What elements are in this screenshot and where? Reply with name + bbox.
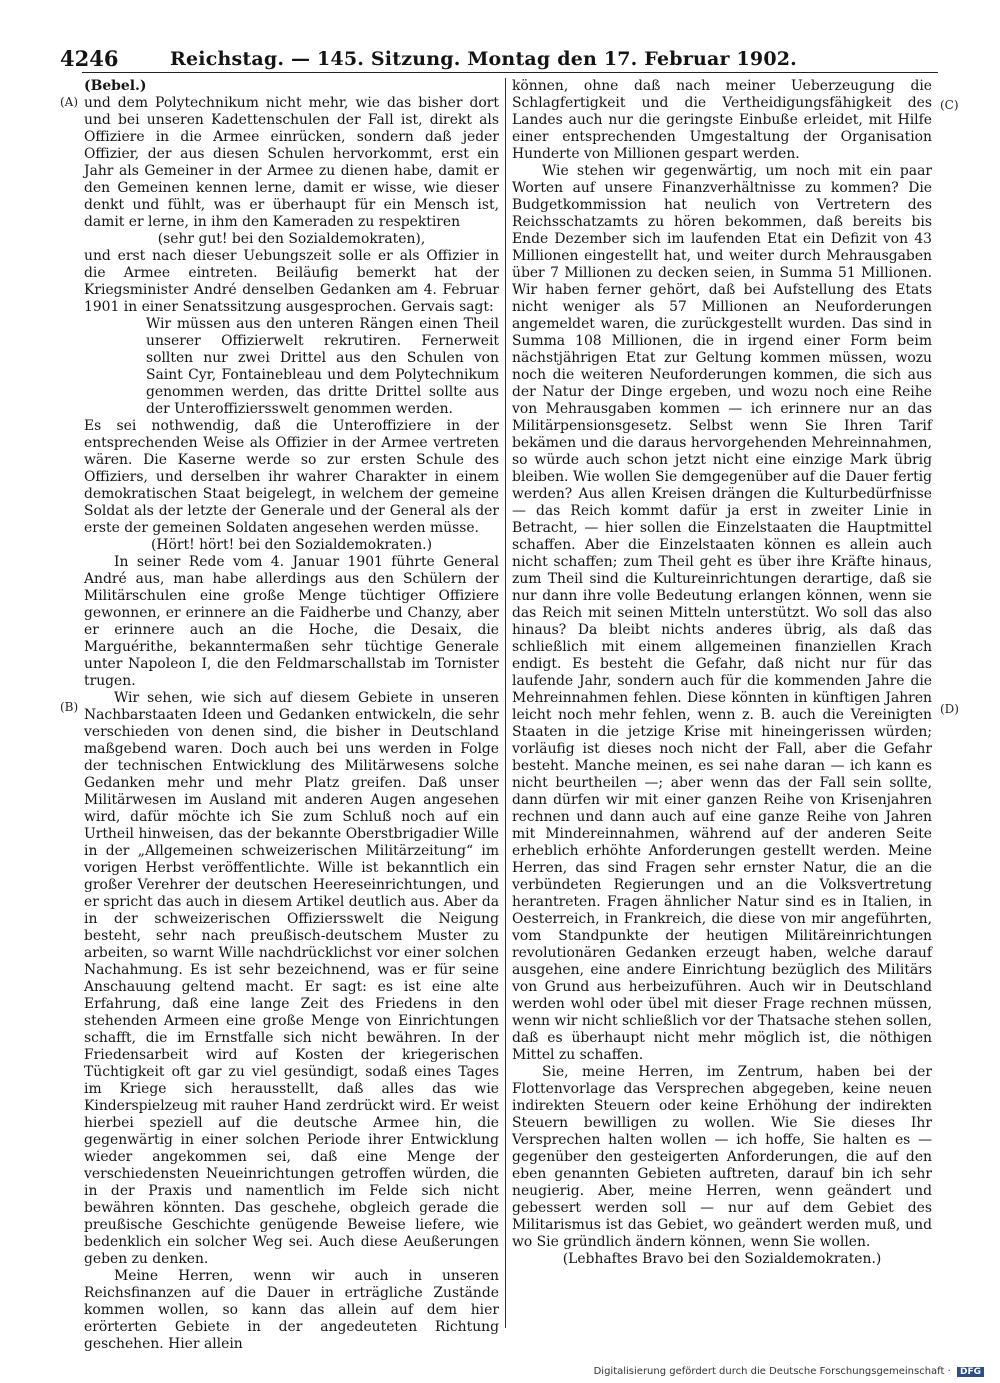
speaker-label: (Bebel.) xyxy=(84,78,147,94)
margin-marker-b: (B) xyxy=(60,700,79,714)
paragraph: Sie, meine Herren, im Zentrum, haben bei der Flottenvorlage das Versprechen abgegeben, keine neuen indirekten Steuern oder keine Erhöhung der indirekten Steuern bewilligen zu wollen. Wie Sie dieses Ihr Versprechen halten wollen — ich hoffe, Sie halten es — gegenüber den gesteigerten Anforderungen, die auf den eben genannten Gebieten auftreten, darauf bin ich sehr neugierig. Aber, meine Herren, wenn geändert und gebessert werden soll — nur auf dem Gebiet des Militarismus ist das Gebiet, wo geändert werden muß, und wo Sie gründlich ändern können, wenn Sie wollen. xyxy=(512,1064,932,1250)
left-column xyxy=(84,78,499,1353)
paragraph: Wir sehen, wie sich auf diesem Gebiete in unseren Nachbarstaaten Ideen und Gedanken entwickeln, die sehr verschieden von denen sind, die bisher in Deutschland maßgebend waren. Doch auch bei uns werden in Folge der technischen Entwicklung des Militärwesens solche Gedanken mehr und mehr Platz greifen. Daß unser Militärwesen im Ausland mit anderen Augen angesehen wird, dafür möchte ich Sie zum Schluß noch auf ein Urtheil hinweisen, das der bekannte Oberstbrigadier Wille in der „Allgemeinen schweizerischen Militärzeitung“ im vorigen Herbst veröffentlichte. Wille ist bekanntlich ein großer Verehrer der deutschen Heereseinrichtungen, und er spricht das auch in diesem Artikel deutlich aus. Aber da in der schweizerischen Offiziersswelt die Neigung besteht, sehr nach preußisch-deutschem Muster zu arbeiten, so warnt Wille nachdrücklichst vor einer solchen Nachahmung. Es ist sehr bezeichnend, was er für seine Anschauung geltend macht. Er sagt: es ist eine alte Erfahrung, daß eine lange Zeit des Friedens in den stehenden Armeen eine große Menge von Einrichtungen schafft, die im Ernstfalle sich nicht bewähren. In der Friedensarbeit wird auf Kosten der kriegerischen Tüchtigkeit oft gar zu viel gesündigt, sodaß eines Tages im Kriege sich herausstellt, daß alles das wie Kinderspielzeug mit rauher Hand zerdrückt wird. Er weist hierbei speziell auf die deutsche Armee hin, die gegenwärtig in einer solchen Periode ihrer Entwicklung wieder angekommen sei, daß eine Menge der verschiedensten Neueinrichtungen getroffen würden, die in der Praxis und namentlich im Felde sich nicht bewähren könnten. Das geschehe, obgleich gerade die preußische Geschichte genügende Beweise liefere, wie bedenklich ein solcher Weg sei. Auch diese Aeußerungen geben zu denken. xyxy=(84,690,499,1267)
running-title: Reichstag. — 145. Sitzung. Montag den 17. Februar 1902. xyxy=(170,48,797,70)
paragraph: können, ohne daß nach meiner Ueberzeugung die Schlagfertigkeit und die Vertheidigungsfähigkeit des Landes auch nur die geringste Einbuße erleidet, mit Hilfe einer entsprechenden Umgestaltung der Organisation Hunderte von Millionen gespart werden. xyxy=(512,78,932,162)
paragraph: und dem Polytechnikum nicht mehr, wie das bisher dort und bei unseren Kadettenschulen der Fall ist, direkt als Offiziere in die Armee einrücken, sondern daß jeder Offizier, der aus diesen Schulen hervorkommt, erst ein Jahr als Gemeiner in der Armee zu dienen habe, damit er den Gemeinen kennen lerne, damit er wisse, wie dieser denkt und fühlt, was er überhaupt für ein Mensch ist, damit er lerne, in ihm den Kameraden zu respektiren xyxy=(84,95,499,230)
margin-marker-d: (D) xyxy=(940,702,959,716)
margin-marker-a: (A) xyxy=(60,95,79,109)
footer-text: Digitalisierung gefördert durch die Deutsche Forschungsgemeinschaft · xyxy=(593,1366,951,1377)
interjection: (Hört! hört! bei den Sozialdemokraten.) xyxy=(150,537,433,553)
quotation: Wir müssen aus den unteren Rängen einen Theil unserer Offizierwelt rekrutiren. Fernerweit sollten nur zwei Drittel aus den Schulen von Saint Cyr, Fontainebleau und dem Polytechnikum genommen werden, das dritte Drittel sollte aus der Unteroffiziersswelt genommen werden. xyxy=(146,316,499,417)
paragraph: Es sei nothwendig, daß die Unteroffiziere in der entsprechenden Weise als Offizier in der Armee vertreten wären. Die Kaserne werde so zur ersten Schule des Offiziers, und derselben ihr wahrer Charakter in einem demokratischen Staat beigelegt, in welchem der gemeine Soldat als der letzte der Generale und der General als der erste der gemeinen Soldaten angesehen werden müsse. xyxy=(84,418,499,536)
paragraph: und erst nach dieser Uebungszeit solle er als Offizier in die Armee eintreten. Beiläufig bemerkt hat der Kriegsminister André denselben Gedanken am 4. Februar 1901 in einer Senatssitzung ausgesprochen. Gervais sagt: xyxy=(84,248,499,315)
header-rule xyxy=(82,72,938,73)
paragraph: Wie stehen wir gegenwärtig, um noch mit ein paar Worten auf unsere Finanzverhältnisse zu kommen? Die Budgetkommission hat neulich von Vertretern des Reichsschatzamts zu hören bekommen, daß bereits bis Ende Dezember sich im laufenden Etat ein Defizit von 43 Millionen eingestellt hat, und weiter durch Mehrausgaben über 7 Millionen zu decken seien, in Summa 51 Millionen. Wir haben ferner gehört, daß bei Aufstellung des Etats nicht weniger als 57 Millionen an Neuforderungen angemeldet waren, die zurückgestellt wurden. Das sind in Summa 108 Millionen, die in irgend einer Form beim nächstjährigen Etat zur Geltung kommen müssen, wozu noch die weiteren Neuforderungen kommen, die sich aus der Natur der Dinge ergeben, und wozu noch eine Reihe von Mehrausgaben kommen — ich erinnere nur an das Militärpensionsgesetz. Selbst wenn Sie Ihren Tarif bekämen und die daraus hervorgehenden Mehreinnahmen, so würde auch schon jetzt nicht eine einzige Mark übrig bleiben. Wie wollen Sie demgegenüber auf die Dauer fertig werden? Aus allen Kreisen drängen die Kulturbedürfnisse — das Reich kommt dafür ja erst in zweiter Linie in Betracht, — hier sollen die Einzelstaaten die Hauptmittel schaffen. Aber die Einzelstaaten können es allein auch nicht schaffen; zum Theil geht es über ihre Kräfte hinaus, zum Theil sind die Kultureinrichtungen derartige, daß sie nur dann ihre volle Bedeutung erlangen können, wenn sie das Reich mit seinen Mitteln unterstützt. Wo soll das also hinaus? Da bleibt nichts anderes übrig, als daß das schließlich mit einem allgemeinen finanziellen Krach endigt. Es besteht die Gefahr, daß nicht nur für das laufende Jahr, sondern auch für die kommenden Jahre die Mehreinnahmen fehlen. Diese könnten in künftigen Jahren leicht noch mehr fehlen, wenn z. B. auch die Vereinigten Staaten in die jetzige Krise mit hineingerissen würden; vorläufig ist dieses noch nicht der Fall, aber die Gefahr besteht. Manche meinen, es sei nahe daran — ich kann es nicht beurtheilen —; aber wenn das der Fall sein sollte, dann dürfen wir mit einer ganzen Reihe von Krisenjahren rechnen und dann auch auf eine ganze Reihe von Jahren mit Mindereinnahmen, während auf der anderen Seite erheblich erhöhte Anforderungen gestellt werden. Meine Herren, das sind Fragen sehr ernster Natur, die an die verbündeten Regierungen und an die Volksvertretung herantreten. Fragen ähnlicher Natur sind es in Italien, in Oesterreich, in Frankreich, die diese von mir angeführten, vom Standpunkte der heutigen Militäreinrichtungen revolutionären Gedanken erzeugt haben, welche darauf ausgehen, eine andere Einrichtung bezüglich des Militärs von Grund aus herbeizuführen. Auch wir in Deutschland werden wohl oder übel mit dieser Frage rechnen müssen, wenn wir nicht schließlich vor der Thatsache stehen sollen, daß es überhaupt nicht mehr möglich ist, die nöthigen Mittel zu schaffen. xyxy=(512,163,932,1063)
interjection: (sehr gut! bei den Sozialdemokraten), xyxy=(157,231,426,247)
right-column xyxy=(512,78,932,1268)
interjection: (Lebhaftes Bravo bei den Sozialdemokraten.) xyxy=(562,1251,882,1267)
page-number: 4246 xyxy=(60,46,119,71)
page-header xyxy=(60,44,940,74)
paragraph: Meine Herren, wenn wir auch in unseren Reichsfinanzen auf die Dauer in erträgliche Zustände kommen wollen, so kann das allein auf dem hier erörterten Gebiete in der angedeuteten Richtung geschehen. Hier allein xyxy=(84,1268,499,1352)
footer-credit xyxy=(594,1366,984,1377)
margin-marker-c: (C) xyxy=(940,98,959,112)
paragraph: In seiner Rede vom 4. Januar 1901 führte General André aus, man habe allerdings aus den Schülern der Militärschulen eine große Menge tüchtiger Offiziere gewonnen, er erinnere an die Faidherbe und Chanzy, aber er erinnere auch an die Hoche, die Desaix, die Marguérithe, bekanntermaßen sehr tüchtige Generale unter Napoleon I, die den Feldmarschallstab im Tornister trugen. xyxy=(84,554,499,689)
dfg-logo: DFG xyxy=(957,1367,984,1377)
column-divider xyxy=(505,78,506,1328)
